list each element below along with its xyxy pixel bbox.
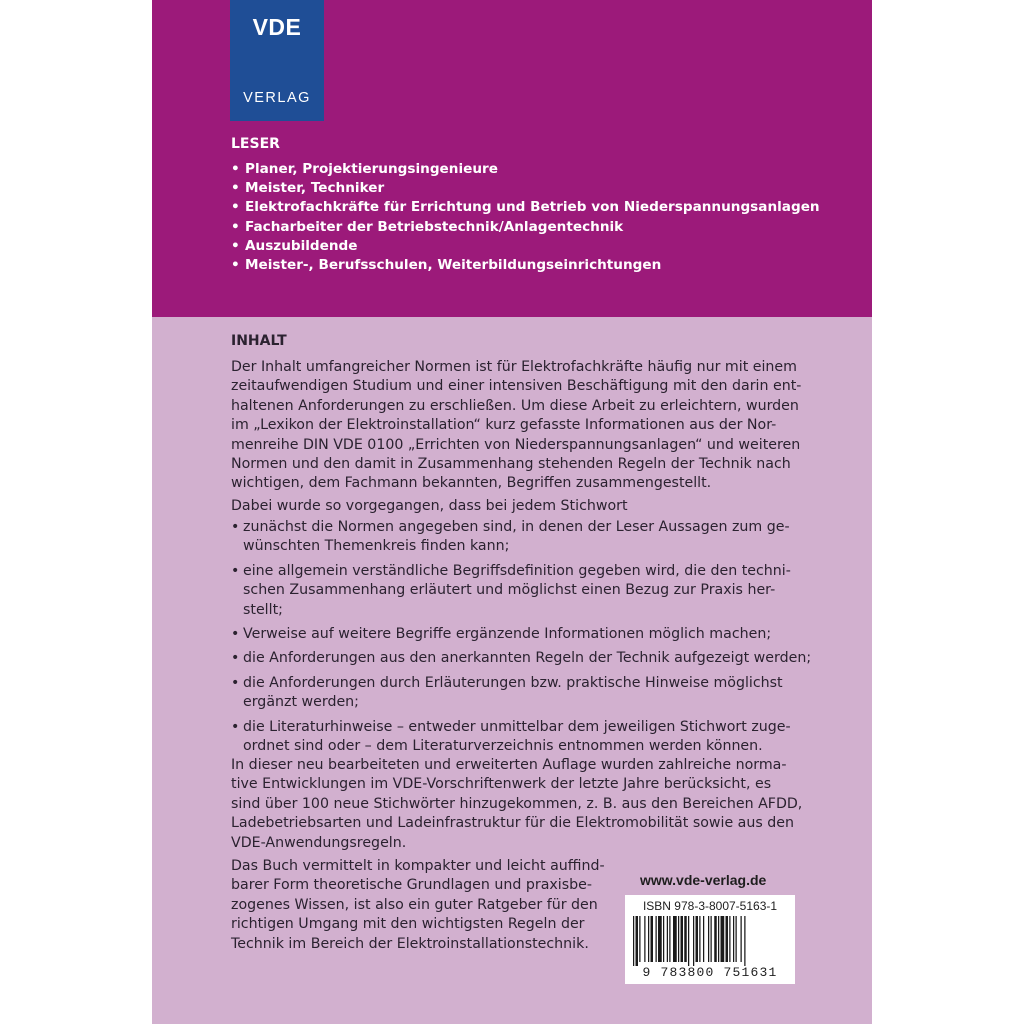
vde-verlag-logo [230, 0, 324, 121]
leser-item: • Elektrofachkräfte für Errichtung und Betrieb von Niederspannungsanlagen [231, 199, 820, 216]
text-line: menreihe DIN VDE 0100 „Errichten von Niederspannungsanlagen“ und weiteren [231, 436, 801, 453]
text-line: wichtigen, dem Fachmann bekannten, Begriffen zusammengestellt. [231, 475, 712, 492]
text-line: In dieser neu bearbeiteten und erweiterten Auflage wurden zahlreiche norma- [231, 757, 787, 773]
bullet-item: • eine allgemein verständliche Begriffsdefinition gegeben wird, die den techni- schen Zusammenhang erläutert und möglichst einen Bezug zur Praxis her- stellt; [231, 562, 791, 618]
barcode-bars [631, 916, 789, 966]
text-line: zeitaufwendigen Studium und einer intensiven Beschäftigung mit den darin ent- [231, 378, 802, 395]
bullet-item: • zunächst die Normen angegeben sind, in denen der Leser Aussagen zum ge- wünschten Themenkreis finden kann; [231, 519, 790, 555]
leser-item: • Auszubildende [231, 237, 358, 254]
top-band [152, 0, 872, 317]
text-line: Technik im Bereich der Elektroinstallationstechnik. [231, 935, 589, 952]
inhalt-paragraph-1 [231, 358, 802, 494]
leser-item: • Meister, Techniker [231, 180, 385, 197]
bullet-item: • die Literaturhinweise – entweder unmittelbar dem jeweiligen Stichwort zuge- ordnet sind oder – dem Literaturverzeichnis entnommen werden können. [231, 718, 791, 755]
inhalt-paragraph-3 [231, 756, 803, 853]
isbn-number: ISBN 978-3-8007-5163-1 [642, 899, 778, 913]
bullet-item: • die Anforderungen aus den anerkannten Regeln der Technik aufgezeigt werden; [231, 650, 812, 667]
bullet-item: • Verweise auf weitere Begriffe ergänzende Informationen möglich machen; [231, 626, 772, 643]
leser-heading: LESER [231, 136, 280, 152]
publisher-url: www.vde-verlag.de [640, 872, 767, 888]
inhalt-bullet-list [231, 518, 811, 761]
leser-item: • Planer, Projektierungsingenieure [231, 161, 498, 177]
text-line: Das Buch vermittelt in kompakter und leicht auffind- [231, 858, 605, 874]
leser-list [231, 160, 820, 275]
text-line: Ladebetriebsarten und Ladeinfrastruktur für die Elektromobilität sowie aus den [231, 815, 794, 832]
leser-item: • Meister-, Berufsschulen, Weiterbildungseinrichtungen [231, 257, 662, 274]
book-back-cover [152, 0, 872, 1024]
text-line: VDE-Anwendungsregeln. [231, 834, 407, 851]
inhalt-heading: INHALT [231, 333, 287, 349]
text-line: Der Inhalt umfangreicher Normen ist für Elektrofachkräfte häufig nur mit einem [231, 359, 797, 375]
barcode-digits: 9 783800 751631 [642, 965, 778, 980]
text-line: im „Lexikon der Elektroinstallation“ kurz gefasste Informationen aus der Nor- [231, 417, 777, 434]
text-line: Normen und den damit in Zusammenhang stehenden Regeln der Technik nach [231, 456, 791, 473]
text-line: sind über 100 neue Stichwörter hinzugekommen, z. B. aus den Bereichen AFDD, [231, 795, 803, 812]
isbn-barcode [625, 895, 795, 984]
text-line: zogenes Wissen, ist also ein guter Ratgeber für den [231, 896, 598, 913]
bullet-item: • die Anforderungen durch Erläuterungen bzw. praktische Hinweise möglichst ergänzt werden; [231, 674, 783, 711]
leser-item: • Facharbeiter der Betriebstechnik/Anlagentechnik [231, 218, 624, 235]
logo-name: VDE [252, 14, 302, 40]
text-line: tive Entwicklungen im VDE-Vorschriftenwerk der letzte Jahre berücksicht, es [231, 776, 772, 793]
logo-subtitle: VERLAG [243, 90, 311, 106]
text-line: barer Form theoretische Grundlagen und praxisbe- [231, 877, 592, 894]
inhalt-paragraph-2: Dabei wurde so vorgegangen, dass bei jedem Stichwort [231, 498, 628, 514]
text-line: richtigen Umgang mit den wichtigsten Regeln der [231, 916, 585, 933]
text-line: haltenen Anforderungen zu erschließen. Um diese Arbeit zu erleichtern, wurden [231, 397, 799, 414]
